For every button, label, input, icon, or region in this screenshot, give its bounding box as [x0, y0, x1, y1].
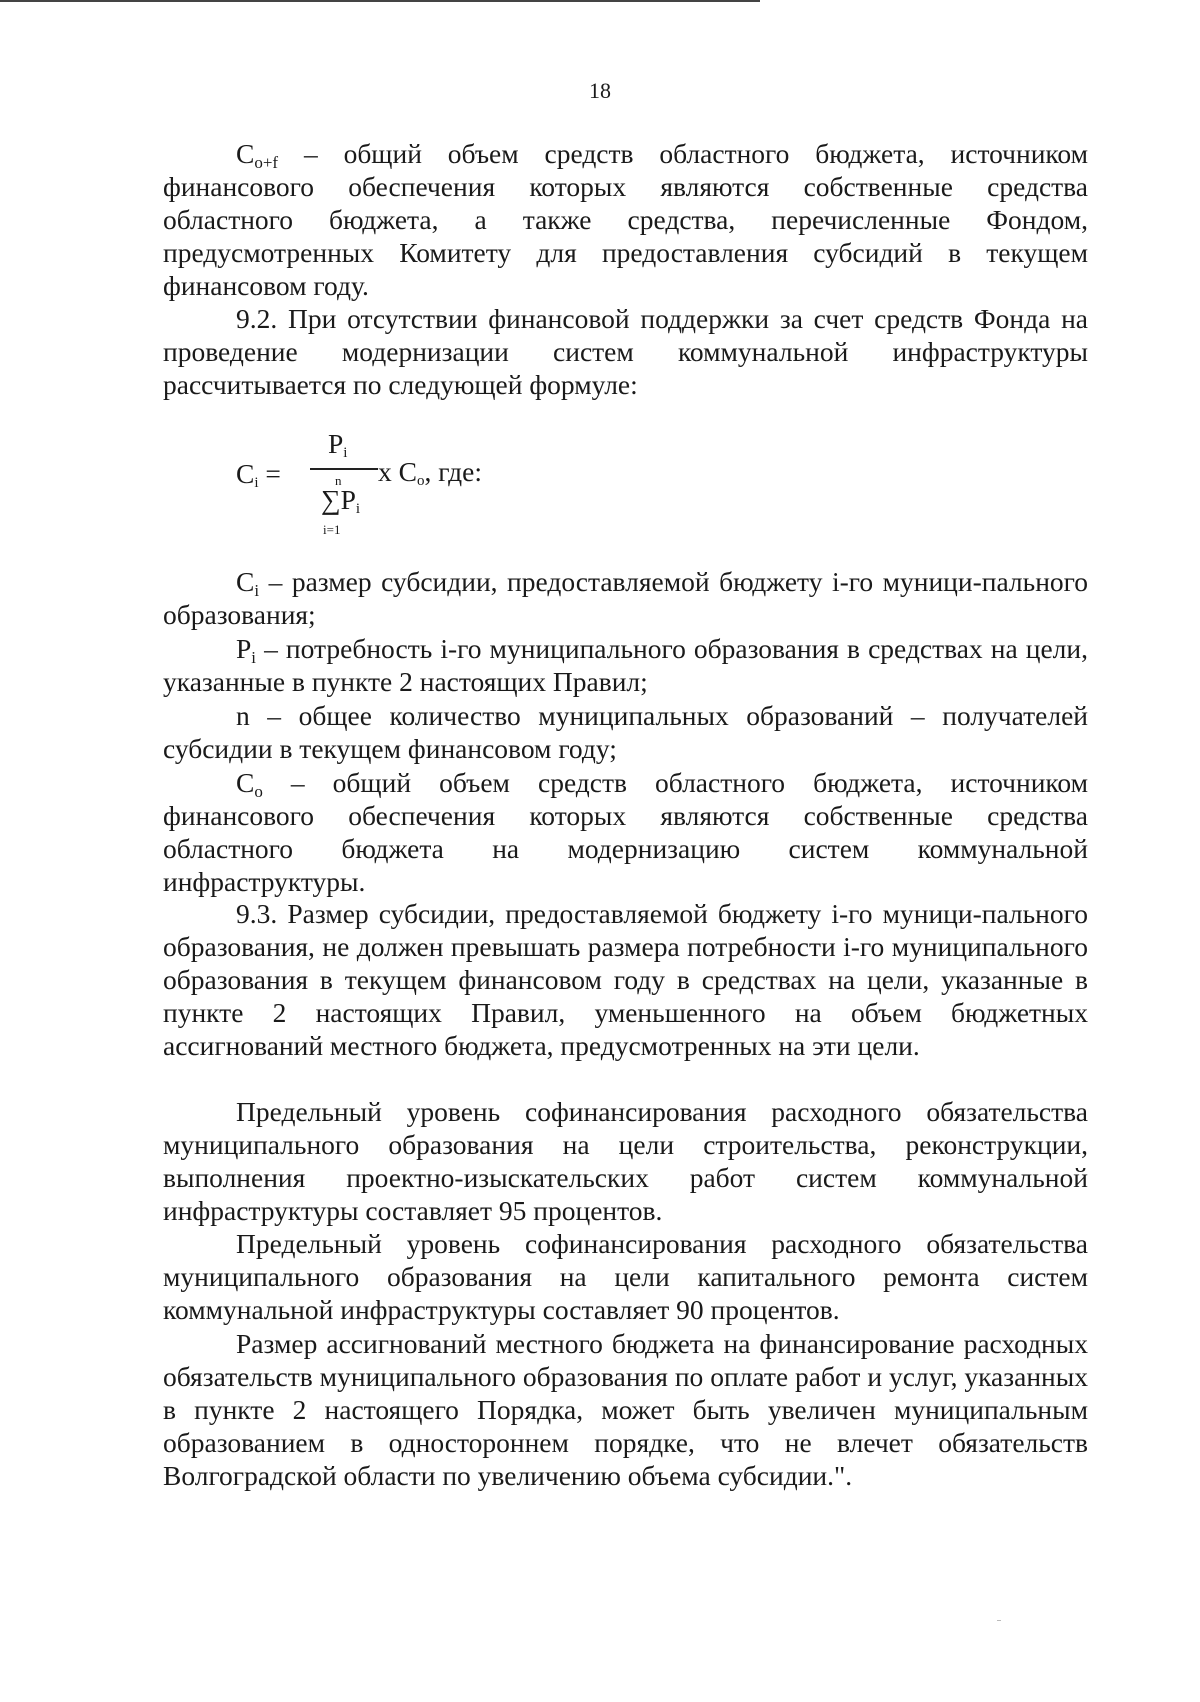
- def-ci-text: – размер субсидии, предоставляемой бюджету i-го муници-пального образования;: [163, 566, 1089, 630]
- formula-p: P: [328, 428, 344, 459]
- definition-n: n – общее количество муниципальных образований – получателей субсидии в текущем финансовом году;: [163, 700, 1088, 764]
- symbol-c: C: [236, 138, 255, 169]
- formula-times: х: [378, 456, 392, 487]
- definition-co: [163, 766, 1088, 898]
- formula-denominator: [321, 484, 360, 516]
- def-pi-sub: i: [251, 648, 257, 667]
- formula-num-sub: i: [343, 445, 348, 461]
- formula-c: C: [236, 458, 255, 489]
- formula-den-sub: i: [355, 501, 361, 517]
- top-border-line: [0, 0, 760, 2]
- def-ci-sub: i: [254, 581, 260, 600]
- formula-rhs: [378, 456, 482, 488]
- def-pi-symbol: P: [236, 633, 252, 664]
- page-number: 18: [589, 78, 611, 103]
- subscript-of: o+f: [254, 153, 279, 172]
- paragraph-9-3: 9.3. Размер субсидии, предоставляемой бюджету i-го муници-пального образования, не должен превышать размера потребности i-го муниципального образования в текущем финансовом году в средствах на цели, указанные в пункте 2 настоящих Правил, уменьшенного на объем бюджетных ассигнований местного бюджета, предусмотренных на эти цели.: [163, 898, 1088, 1061]
- definition-pi: [163, 632, 1088, 698]
- formula-co-c: C: [398, 456, 417, 487]
- sum-upper-limit: n: [335, 473, 342, 488]
- sum-lower-limit: i=1: [323, 522, 341, 537]
- def-co-text: – общий объем средств областного бюджета, источником финансового обеспечения которых являются собственные средства областного бюджета на модернизацию систем коммунальной инфраструктуры.: [163, 767, 1089, 897]
- paragraph-cofinancing-95: Предельный уровень софинансирования расходного обязательства муниципального образования на цели строительства, реконструкции, выполнения проектно-изыскательских работ систем коммунальной инфраструктуры составляет 95 процентов.: [163, 1096, 1088, 1226]
- cof-definition-text: – общий объем средств областного бюджета, источником финансового обеспечения которых являются собственные средства областного бюджета, а также средства, перечисленные Фондом, предусмотренных Комитету для предоставления субсидий в текущем финансовом году.: [163, 138, 1088, 301]
- def-co-sub: o: [254, 782, 263, 801]
- formula-den-p: P: [340, 484, 356, 515]
- def-pi-text: – потребность i-го муниципального образования в средствах на цели, указанные в пункте 2 настоящих Правил;: [163, 633, 1088, 697]
- def-co-symbol: C: [236, 767, 255, 798]
- subsidy-formula: [163, 428, 663, 538]
- paragraph-local-budget: Размер ассигнований местного бюджета на финансирование расходных обязательств муниципального образования по оплате работ и услуг, указанных в пункте 2 настоящего Порядка, может быть увеличен муниципальным образованием в одностороннем порядке, что не влечет обязательств Волгоградской области по увеличению объема субсидии.".: [163, 1328, 1088, 1491]
- definition-ci: [163, 565, 1088, 631]
- paragraph-cofinancing-90: Предельный уровень софинансирования расходного обязательства муниципального образования на цели капитального ремонта систем коммунальной инфраструктуры составляет 90 процентов.: [163, 1228, 1088, 1325]
- formula-where: , где:: [424, 456, 482, 487]
- formula-numerator: [328, 428, 347, 460]
- sigma-symbol: ∑: [321, 484, 341, 515]
- paragraph-9-2: 9.2. При отсутствии финансовой поддержки за счет средств Фонда на проведение модернизации систем коммунальной инфраструктуры рассчитывается по следующей формуле:: [163, 303, 1088, 400]
- formula-lhs: [236, 458, 281, 490]
- paragraph-cof-definition: [163, 137, 1088, 302]
- formula-equals: =: [265, 458, 281, 489]
- scan-speck: [997, 1620, 1001, 1621]
- formula-co-sub: o: [416, 473, 425, 489]
- fraction-bar: [310, 468, 378, 470]
- def-ci-symbol: C: [236, 566, 255, 597]
- formula-sub-i: i: [254, 475, 259, 491]
